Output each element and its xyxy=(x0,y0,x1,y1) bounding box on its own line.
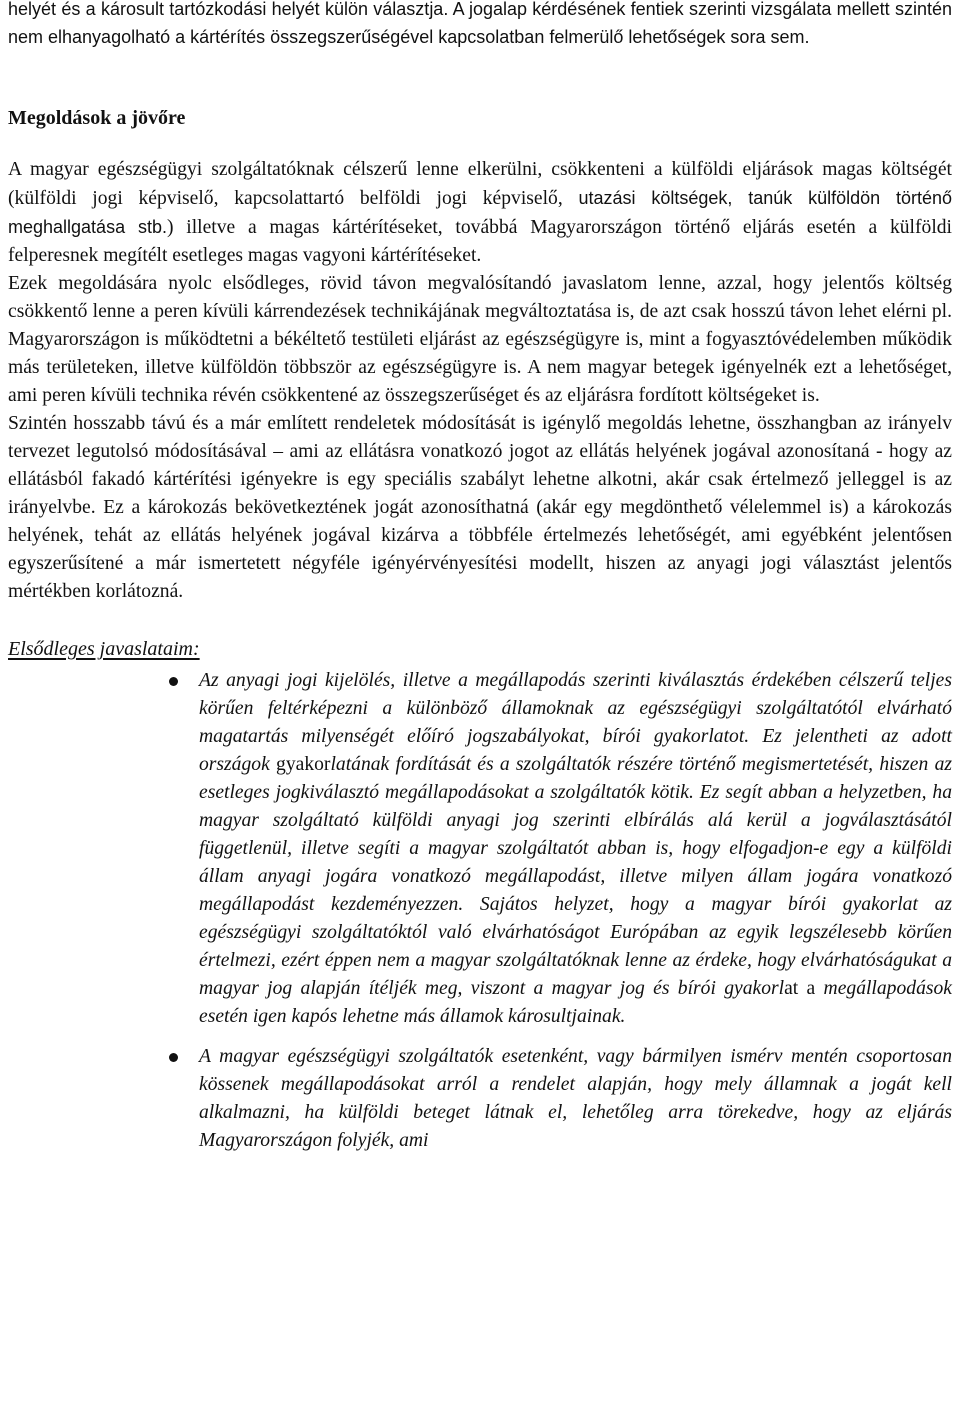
paragraph-2-part-a: Ezek megoldására nyolc elsődleges, rövid távon megvalósítandó javaslatom lenne, azzal, hogy jelentős költség csökkentő lenne a peren kívüli kárrendezések technikájának megváltoztatása is, de azt csak hosszú távon lehet elérni pl. xyxy=(8,273,952,322)
paragraph-1 xyxy=(8,156,952,270)
proposal-1-part-d: at a xyxy=(784,978,816,999)
proposal-1-part-e: megállapodások esetén igen kapós lehetne más államok károsultjainak. xyxy=(199,978,952,1027)
proposal-2-text: A magyar egészségügyi szolgáltatók esetenként, vagy bármilyen ismérv mentén csoportosan kössenek megállapodásokat arról a rendelet alapján, hogy mely államnak a jogát kell alkalmazni, ha külföldi beteget látnak el, lehetőleg arra törekedve, hogy az eljárás Magyarországon folyjék, ami xyxy=(199,1046,952,1151)
paragraph-3: Szintén hosszabb távú és a már említett rendeletek módosítását is igénylő megoldás lehetne, összhangban az irányelv tervezet legutolsó módosításával – ami az ellátásra vonatkozó jogot az ellátás helyének jogával azonosítaná - hogy az ellátásból fakadó kártérítési igényekre is egy speciális szabályt lehetne alkotni, akár csak értelmező jelleggel is az irányelvbe. Ez a károkozás bekövetkeztének jogát azonosíthatná (akár egy megdönthető vélelemmel is) a károkozás helyének, tehát az ellátás helyének jogával kizárva a többféle értelmezés lehetőségét, ami egyébként jelentősen egyszerűsítené a már ismertetett négyféle igényérvényesítési modellt, hiszen az anyagi jogi választást jelentős mértékben korlátozná. xyxy=(8,413,952,602)
proposal-1-part-a: Az anyagi jogi kijelölés, illetve a megállapodás szerinti kiválasztás érdekében célszerű teljes körűen feltérképezni a különböző államoknak az egészségügyi szolgáltatótól elvárható magatartás milyenségét előíró jogszabályokat, bírói gyakorlatot. Ez jelentheti az adott országok xyxy=(199,670,952,775)
proposals-heading: Elsődleges javaslataim: xyxy=(8,638,200,660)
list-item xyxy=(8,667,952,1031)
paragraph-2 xyxy=(8,270,952,410)
proposal-1-part-c: latának fordítását és a szolgáltatók részére történő megismertetését, hiszen az esetleges jogkiválasztó megállapodásokat a szolgáltatók kötik. Ez segít abban a helyzetben, ha magyar szolgáltató külföldi anyagi jog szerinti elbírálás alá kerül a jogválasztásától függetlenül, illetve segíti a magyar szolgáltatót abban is, hogy elfogadjon-e egy a külföldi állam anyagi jogára vonatkozó megállapodást, illetve milyen állam jogára vonatkozó megállapodást kezdeményezzen. Sajátos helyzet, hogy a magyar bírói gyakorlat az egészségügyi szolgáltatóktól való elvárhatóságot Európában az egyik legszélesebb körűen értelmezi, ezért éppen nem a magyar szolgáltatóknak lenne az érdeke, hogy elvárhatóságukat a magyar jog alapján ítéljék meg, viszont a magyar jog és bírói gyakorl xyxy=(199,754,952,999)
paragraph-2-part-b: Magyarországon is működtetni a békéltető testületi eljárást az egészségügyre is, mint a fogyasztóvédelemben működik más területeken, illetve külföldön többször az egészségügyre is. A nem magyar betegek igényelnék ezt a lehetőséget, ami peren kívüli technika révén csökkentené az összegszerűséget és az eljárásra fordított költségeket is. xyxy=(8,329,952,406)
bullet-icon xyxy=(169,677,178,686)
list-item xyxy=(8,1043,952,1155)
paragraph-1-part-a: A magyar egészségügyi szolgáltatóknak célszerű lenne elkerülni, csökkenteni a külföldi eljárások magas költségét (külföldi jogi képviselő, kapcsolattartó belföldi jogi képviselő, xyxy=(8,159,952,209)
paragraph-1-part-b: utazási költségek, tanúk külföldön történő meghallgatása stb. xyxy=(8,188,952,237)
proposals-list xyxy=(8,667,952,1155)
bullet-icon xyxy=(169,1053,178,1062)
paragraph-1-part-c: ) illetve a magas kártérítéseket, továbbá Magyarországon történő eljárás esetén a külföldi felperesnek megítélt esetleges magas vagyoni kártérítéseket. xyxy=(8,217,952,266)
section-title: Megoldások a jövőre xyxy=(8,107,186,129)
proposal-1-part-b: gyakor xyxy=(276,754,331,775)
intro-paragraph: helyét és a károsult tartózkodási helyét külön választja. A jogalap kérdésének fentiek szerinti vizsgálata mellett szintén nem elhanyagolható a kártérítés összegszerűségével kapcsolatban felmerülő lehetőségek sora sem. xyxy=(8,0,952,47)
